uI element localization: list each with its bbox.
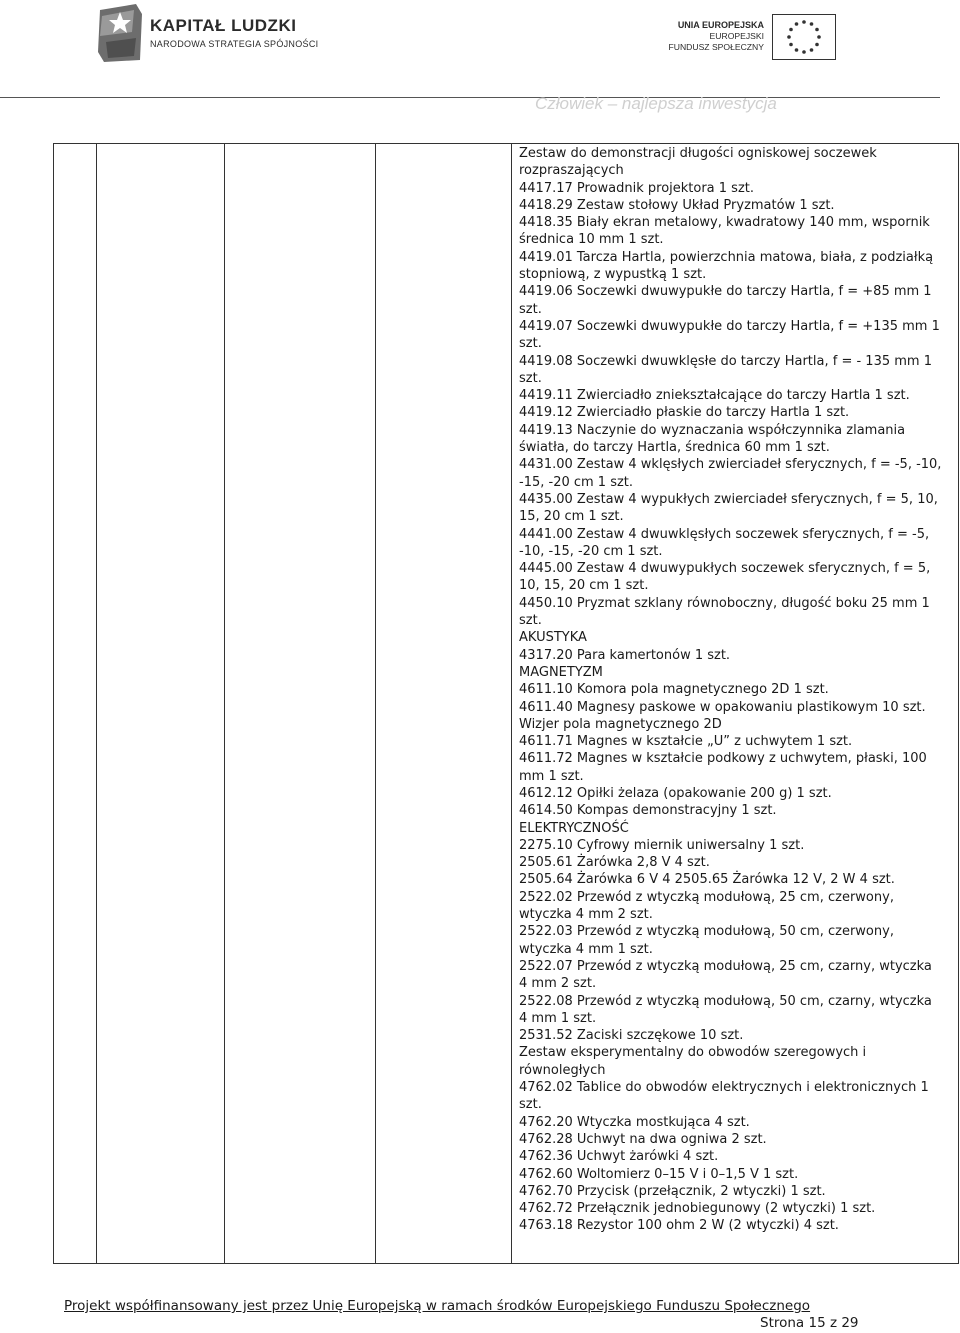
equipment-list — [519, 145, 943, 1235]
list-item: 4419.06 Soczewki dwuwypukłe do tarczy Hartla, f = +85 mm 1 szt. — [519, 284, 932, 317]
page-header — [0, 0, 960, 120]
list-item: 4418.29 Zestaw stołowy Układ Pryzmatów 1 szt. — [519, 197, 835, 213]
eu-flag-icon — [772, 14, 836, 60]
list-item: 4762.60 Woltomierz 0–15 V i 0–1,5 V 1 szt. — [519, 1166, 799, 1182]
list-item: 4762.70 Przycisk (przełącznik, 2 wtyczki) 1 szt. — [519, 1183, 826, 1199]
list-item: 4762.02 Tablice do obwodów elektrycznych i elektronicznych 1 szt. — [519, 1080, 929, 1113]
list-item: ELEKTRYCZNOŚĆ — [519, 820, 629, 836]
list-item: 4611.71 Magnes w kształcie „U” z uchwytem 1 szt. — [519, 734, 853, 750]
list-item: 4611.10 Komora pola magnetycznego 2D 1 szt. — [519, 682, 829, 698]
list-item: 4417.17 Prowadnik projektora 1 szt. — [519, 180, 755, 196]
list-item: 4445.00 Zestaw 4 dwuwypukłych soczewek sferycznych, f = 5, 10, 15, 20 cm 1 szt. — [519, 561, 931, 594]
list-item: 4419.08 Soczewki dwuwklęsłe do tarczy Hartla, f = - 135 mm 1 szt. — [519, 353, 932, 386]
list-item: 4611.72 Magnes w kształcie podkowy z uchwytem, płaski, 100 mm 1 szt. — [519, 751, 927, 784]
list-item: 4431.00 Zestaw 4 wklęsłych zwierciadeł sferycznych, f = -5, -10, -15, -20 cm 1 szt. — [519, 457, 942, 490]
list-item: 2522.07 Przewód z wtyczką modułową, 25 cm, czarny, wtyczka 4 mm 2 szt. — [519, 958, 932, 992]
kapital-ludzki-title: KAPITAŁ LUDZKI — [150, 16, 297, 35]
list-item: Zestaw eksperymentalny do obwodów szeregowych i równoległych — [519, 1045, 867, 1078]
list-item: 2505.61 Żarówka 2,8 V 4 szt. — [519, 855, 710, 871]
list-item: 4419.12 Zwierciadło płaskie do tarczy Hartla 1 szt. — [519, 405, 850, 421]
column-divider — [96, 144, 97, 1263]
list-item: 4419.01 Tarcza Hartla, powierzchnia matowa, biała, z podziałką stopniową, z wypustką 1 szt. — [519, 249, 934, 283]
column-divider — [375, 144, 376, 1263]
eu-line-3: FUNDUSZ SPOŁECZNY — [668, 42, 764, 52]
list-item: 2275.10 Cyfrowy miernik uniwersalny 1 szt. — [519, 837, 805, 853]
list-item: 4419.11 Zwierciadło zniekształcające do tarczy Hartla 1 szt. — [519, 388, 910, 404]
kapital-ludzki-subtitle: NARODOWA STRATEGIA SPÓJNOŚCI — [150, 39, 319, 49]
list-item: 4762.20 Wtyczka mostkująca 4 szt. — [519, 1114, 750, 1130]
slogan: Człowiek – najlepsza inwestycja — [535, 94, 777, 113]
list-item: Zestaw do demonstracji długości ogniskowej soczewek rozpraszających — [519, 146, 877, 179]
list-item: 2522.02 Przewód z wtyczką modułową, 25 cm, czerwony, wtyczka 4 mm 2 szt. — [519, 889, 894, 923]
list-item: AKUSTYKA — [519, 630, 587, 646]
list-item: 4441.00 Zestaw 4 dwuwklęsłych soczewek sferycznych, f = -5, -10, -15, -20 cm 1 szt. — [519, 526, 930, 559]
list-item: 4435.00 Zestaw 4 wypukłych zwierciadeł sferycznych, f = 5, 10, 15, 20 cm 1 szt. — [519, 491, 938, 525]
eu-logo — [666, 14, 836, 64]
list-item: 2505.64 Żarówka 6 V 4 2505.65 Żarówka 12 V, 2 W 4 szt. — [519, 872, 895, 888]
list-item: Wizjer pola magnetycznego 2D — [519, 716, 722, 732]
header-divider — [0, 97, 940, 98]
list-item: 4762.28 Uchwyt na dwa ogniwa 2 szt. — [519, 1131, 767, 1147]
list-item: 4762.36 Uchwyt żarówki 4 szt. — [519, 1149, 719, 1165]
page-number: Strona 15 z 29 — [760, 1315, 859, 1331]
list-item: 4611.40 Magnesy paskowe w opakowaniu plastikowym 10 szt. — [519, 699, 926, 715]
list-item: 2522.03 Przewód z wtyczką modułową, 50 cm, czerwony, wtyczka 4 mm 1 szt. — [519, 924, 894, 957]
column-divider — [224, 144, 225, 1263]
eu-line-2: EUROPEJSKI — [709, 31, 764, 41]
eu-line-1: UNIA EUROPEJSKA — [677, 20, 764, 30]
list-item: 4763.18 Rezystor 100 ohm 2 W (2 wtyczki) 4 szt. — [519, 1218, 839, 1234]
list-item: 4317.20 Para kamertonów 1 szt. — [519, 647, 731, 663]
list-item: 4418.35 Biały ekran metalowy, kwadratowy 140 mm, wspornik średnica 10 mm 1 szt. — [519, 215, 930, 248]
kapital-ludzki-logo — [96, 2, 319, 64]
kapital-ludzki-emblem-icon — [96, 2, 146, 64]
list-item: 4612.12 Opiłki żelaza (opakowanie 200 g) 1 szt. — [519, 785, 832, 801]
funding-note: Projekt współfinansowany jest przez Unię Europejską w ramach środków Europejskiego Funduszu Społecznego — [64, 1298, 811, 1314]
eu-logo-text — [669, 20, 765, 53]
list-item: 4419.13 Naczynie do wyznaczania współczynnika zlamania światła, do tarczy Hartla, średnica 60 mm 1 szt. — [519, 422, 906, 456]
list-item: 4762.72 Przełącznik jednobiegunowy (2 wtyczki) 1 szt. — [519, 1201, 876, 1217]
list-item: 4450.10 Pryzmat szklany równoboczny, długość boku 25 mm 1 szt. — [519, 595, 930, 629]
list-item: 2531.52 Zaciski szczękowe 10 szt. — [519, 1028, 744, 1044]
list-item: 4419.07 Soczewki dwuwypukłe do tarczy Hartla, f = +135 mm 1 szt. — [519, 318, 940, 352]
list-item: 2522.08 Przewód z wtyczką modułową, 50 cm, czarny, wtyczka 4 mm 1 szt. — [519, 993, 932, 1026]
list-item: 4614.50 Kompas demonstracyjny 1 szt. — [519, 803, 777, 819]
column-divider — [511, 144, 512, 1263]
list-item: MAGNETYZM — [519, 664, 603, 680]
